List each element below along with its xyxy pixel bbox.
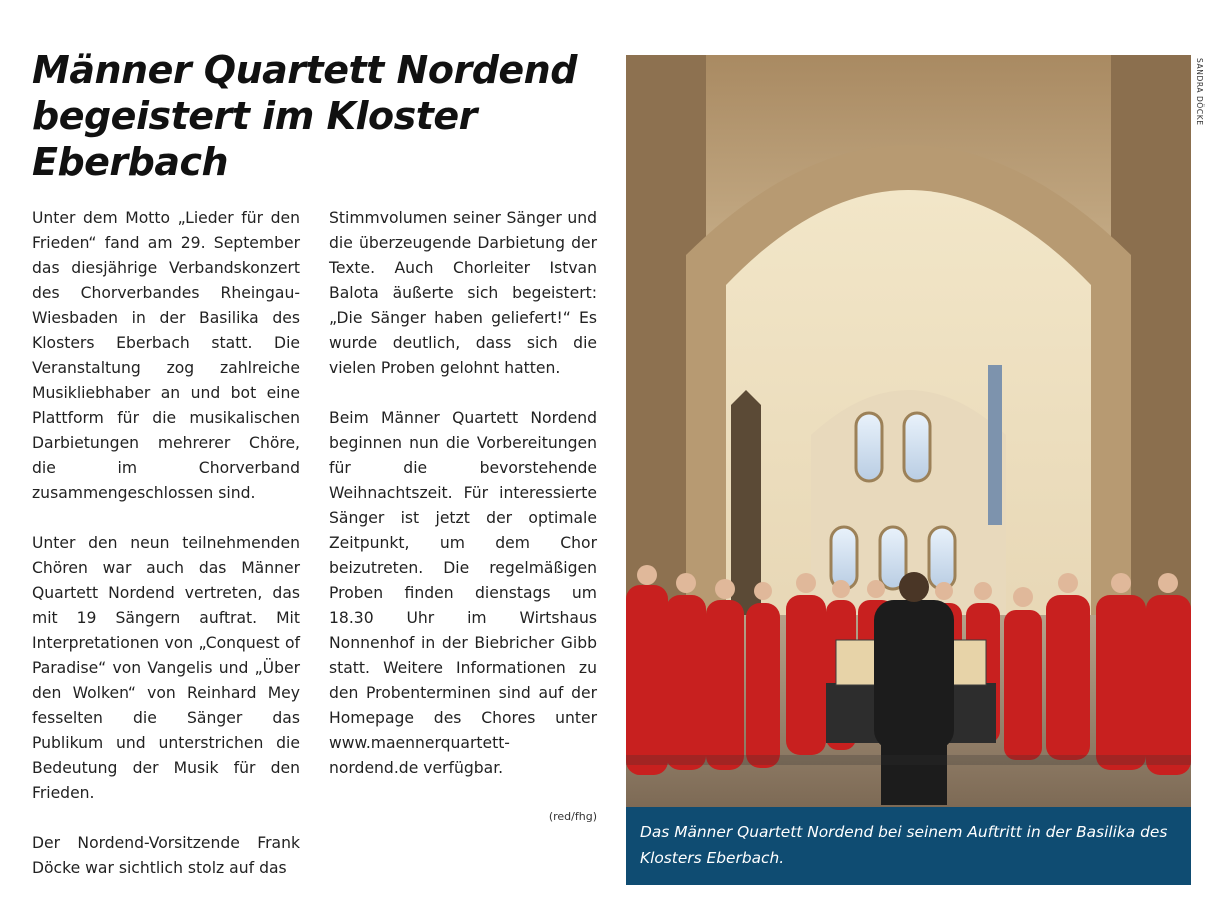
paragraph: Beim Männer Quartett Nordend beginnen nun die Vorbereitungen für die bevorstehende Weihnachtszeit. Für interessierte Sänger ist jetzt der optimale Zeitpunkt, um dem Chor beizutreten. Die regelmäßigen Proben finden dienstags um 18.30 Uhr im Wirtshaus Nonnenhof in der Biebricher Gibb statt. Weitere Informationen zu den Probenterminen sind auf der Homepage des Chores unter www.maennerquartett-nordend.de verfügbar. — [329, 409, 597, 777]
choir-photo — [626, 55, 1191, 807]
photo-credit: SANDRA DÖCKE — [1195, 58, 1204, 126]
paragraph: Unter dem Motto „Lieder für den Frieden“ fand am 29. September das diesjährige Verbandskonzert des Chorverbandes Rheingau-Wiesbaden in der Basilika des Klosters Eberbach statt. Die Veranstaltung zog zahlreiche Musikliebhaber an und bot eine Plattform für die musikalischen Darbietungen mehrerer Chöre, die im Chorverband zusammengeschlossen sind. — [32, 209, 300, 502]
article-column-2 — [329, 206, 597, 781]
paragraph: Unter den neun teilnehmenden Chören war auch das Männer Quartett Nordend vertreten, das mit 19 Sängern auftrat. Mit Interpretationen von „Conquest of Paradise“ von Vangelis und „Über den Wolken“ von Reinhard Mey fesselten die Sänger das Publikum und unterstrichen die Bedeutung der Musik für den Frieden. — [32, 534, 300, 802]
lower-windows — [831, 527, 955, 589]
paragraph: Der Nordend-Vorsitzende Frank Döcke war sichtlich stolz auf das — [32, 834, 300, 877]
conductor — [874, 572, 954, 805]
article-column-1 — [32, 206, 300, 881]
photo-caption: Das Männer Quartett Nordend bei seinem Auftritt in der Basilika des Klosters Eberbach. — [626, 807, 1191, 885]
paragraph: Stimmvolumen seiner Sänger und die überzeugende Darbietung der Texte. Auch Chorleiter Istvan Balota äußerte sich begeistert: „Die Sänger haben geliefert!“ Es wurde deutlich, dass sich die vielen Proben gelohnt hatten. — [329, 209, 597, 377]
article-headline: Männer Quartett Nordend begeistert im Kloster Eberbach — [32, 48, 577, 184]
basilica-illustration — [626, 55, 1191, 807]
author-tag: (red/fhg) — [548, 810, 597, 823]
